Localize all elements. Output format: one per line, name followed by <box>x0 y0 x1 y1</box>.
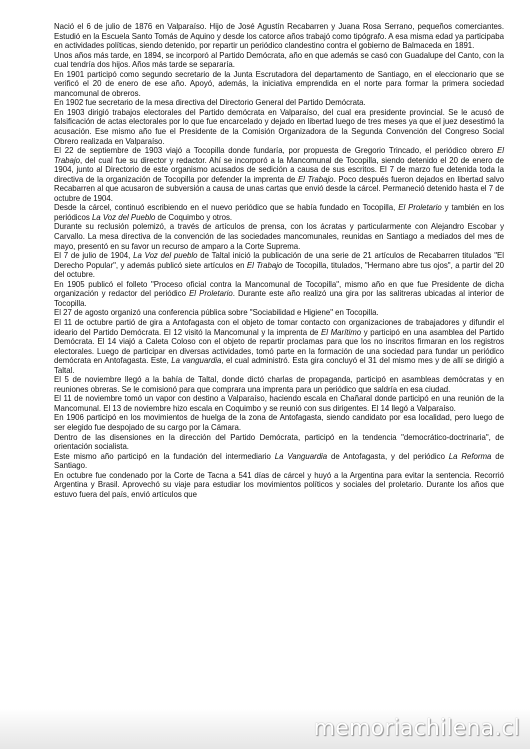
text-run: . Durante este año realizó una gira por las salitreras ubicadas al interior de Tocopilla. <box>54 289 504 308</box>
paragraph <box>54 51 504 70</box>
text-run: Durante su reclusión polemizó, a través de artículos de prensa, con los ácratas y particularmente con Alejandro Escobar y Carvallo. La mesa directiva de la convención de las sociedades mancomunales, reunidas en Santiago a mediados del mes de mayo, presentó en su favor un recurso de amparo a la Corte Suprema. <box>54 222 504 251</box>
document-body <box>54 22 504 499</box>
text-run: El 7 de julio de 1904, <box>54 251 134 261</box>
text-run: En 1902 fue secretario de la mesa directiva del Directorio General del Partido Demócrata. <box>54 98 366 108</box>
text-run: de Coquimbo y otros. <box>155 212 233 222</box>
italic-title: La vanguardia <box>171 356 222 366</box>
paragraph <box>54 280 504 309</box>
italic-title: La Reforma <box>448 451 492 461</box>
text-run: En 1901 participó como segundo secretario de la Junta Escrutadora del departamento de Santiago, en el eleccionario que se verificó el 20 de enero de ese año. Apoyó, además, la iniciativa emprendida en el norte para formar la primera sociedad mancomunal de obreros. <box>54 69 504 98</box>
paragraph <box>54 394 504 413</box>
paragraph <box>54 433 504 452</box>
text-run: Unos años más tarde, en 1894, se incorporó al Partido Demócrata, año en que además se casó con Guadalupe del Canto, con la cual tendría dos hijos. Años más tarde se separaría. <box>54 50 504 70</box>
italic-title: El Proletario <box>398 203 442 213</box>
text-run: de Taltal inició la publicación de una serie de 21 artículos de Recabarren titulados "El Derecho Popular", y además publicó siete artículos en <box>54 251 504 270</box>
text-run: En 1905 publicó el folleto "Proceso oficial contra la Mancomunal de Tocopilla", mismo año en que fue Presidente de dicha organización y redactor del periódico <box>54 279 504 299</box>
paragraph <box>54 452 504 471</box>
text-run: En octubre fue condenado por la Corte de Tacna a 541 días de cárcel y huyó a la Argentina para evitar la sentencia. Recorrió Argentina y Brasil. Aprovechó su viaje para estudiar los movimientos políticos y sociales del proletario. Durante los años que estuvo fuera del país, envió artículos que <box>54 470 504 499</box>
paragraph <box>54 222 504 251</box>
text-run: El 5 de noviembre llegó a la bahía de Taltal, donde dictó charlas de propaganda, participó en asambleas demócratas y en reuniones obreras. Se le comisionó para que comprara una imprenta para un periódico que saldría en esa ciudad. <box>54 375 504 394</box>
text-run: Dentro de las disensiones en la dirección del Partido Demócrata, participó en la tendencia "democrático-doctrinaria", de orientación socialista. <box>54 432 504 452</box>
text-run: de Santiago. <box>54 451 505 471</box>
italic-title: La Voz del Pueblo <box>91 212 156 222</box>
paragraph <box>54 70 504 99</box>
text-run: El 27 de agosto organizó una conferencia pública sobre "Sociabilidad e Higiene" en Tocopilla. <box>54 308 379 318</box>
italic-title: El Trabajo <box>54 146 504 165</box>
paragraph <box>54 308 504 318</box>
text-run: y también en los periódicos <box>54 203 505 222</box>
text-run: de Antofagasta, y del periódico <box>327 451 449 461</box>
italic-title: El Marítimo <box>321 327 362 337</box>
text-run: Este mismo año participó en la fundación del intermediario <box>54 451 275 461</box>
text-run: El 11 de octubre partió de gira a Antofagasta con el objeto de tomar contacto con organizaciones de trabajadores y difundir el ideario del Partido Demócrata. El 12 visitó la Mancomunal y la imprenta de <box>54 317 504 337</box>
italic-title: El Trabajo <box>297 174 334 184</box>
paragraph <box>54 318 504 375</box>
text-run: , el cual administró. Esta gira concluyó el 31 del mismo mes y de allí se dirigió a Taltal. <box>54 356 504 375</box>
paragraph <box>54 375 504 394</box>
paragraph <box>54 203 504 222</box>
paragraph <box>54 22 504 51</box>
italic-title: La Vanguardia <box>274 451 328 461</box>
paragraph <box>54 146 504 203</box>
paragraph <box>54 413 504 432</box>
italic-title: El Proletario <box>189 289 233 299</box>
text-run: En 1906 participó en los movimientos de huelga de la zona de Antofagasta, siendo candidato por esa localidad, pero luego de ser elegido fue despojado de su cargo por la Cámara. <box>54 413 504 432</box>
italic-title: La Voz del pueblo <box>133 251 198 261</box>
text-run: de Tocopilla, titulados, "Hermano abre tus ojos", a partir del 20 del octubre. <box>54 260 505 280</box>
text-run: Nació el 6 de julio de 1876 en Valparaíso. Hijo de José Agustín Recabarren y Juana Rosa Serrano, pequeños comerciantes. Estudió en la Escuela Santo Tomás de Aquino y desde los catorce años trabajó como tipógrafo. A esa misma edad ya participaba en actividades políticas, siendo detenido, por repartir un periódico clandestino contra el gobierno de Balmaceda en 1891. <box>54 22 504 51</box>
text-run: . Poco después fueron dejados en libertad salvo Recabarren al que acusaron de subversión a causa de unas cartas que envió desde la cárcel. Permaneció detenido hasta el 7 de octubre de 1904. <box>54 174 505 203</box>
paragraph <box>54 98 504 108</box>
text-run: y participó en una asamblea del Partido Demócrata. El 14 viajó a Caleta Coloso con el objeto de repartir proclamas para que los no inscritos firmaran en los registros electorales. Luego de participar en diversas actividades, tomó parte en la formación de una sociedad para fundar un periódico demócrata en Antofagasta. Este, <box>54 327 504 366</box>
watermark-logo: memoriachilena.cl <box>313 716 520 741</box>
paragraph <box>54 471 504 500</box>
text-run: En 1903 dirigió trabajos electorales del Partido demócrata en Valparaíso, del cual era presidente provincial. Se le acusó de falsificación de actas electorales por lo que fue encarcelado y dejado en libertad luego de tres meses ya que el juez desestimó la acusación. Ese mismo año fue el Presidente de la Comisión Organizadora de la Segunda Convención del Congreso Social Obrero realizada en Valparaíso. <box>54 107 504 146</box>
text-run: Desde la cárcel, continuó escribiendo en el nuevo periódico que se había fundado en Tocopilla, <box>54 203 399 213</box>
paragraph <box>54 108 504 146</box>
italic-title: El Trabajo <box>246 260 283 270</box>
text-run: , del cual fue su director y redactor. Ahí se incorporó a la Mancomunal de Tocopilla, siendo detenido el 20 de enero de 1904, junto al Directorio de este organismo acusados de sedición a causa de sus escritos. El 7 de marzo fue detenida toda la directiva de la organización de Tocopilla por defender la imprenta de <box>54 155 504 184</box>
text-run: El 22 de septiembre de 1903 viajó a Tocopilla donde fundaría, por propuesta de Gregorio Trincado, el periódico obrero <box>54 146 498 156</box>
paragraph <box>54 251 504 280</box>
text-run: El 11 de noviembre tomó un vapor con destino a Valparaíso, haciendo escala en Chañaral donde participó en una reunión de la Mancomunal. El 13 de noviembre hizo escala en Coquimbo y se reunió con sus dirigentes. El 14 llegó a Valparaíso. <box>54 394 504 413</box>
